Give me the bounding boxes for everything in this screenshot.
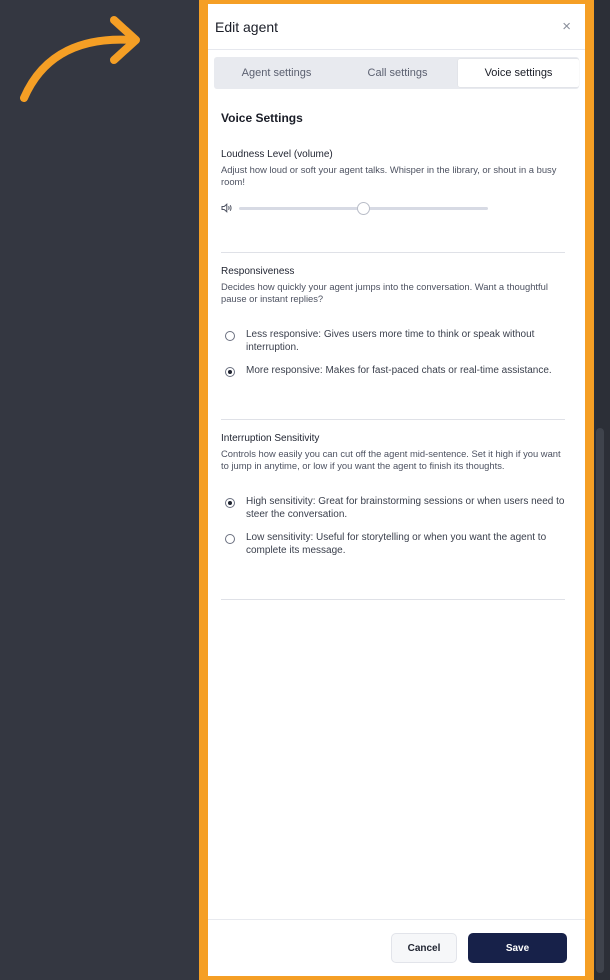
save-button[interactable]: Save [468,933,567,963]
option-label: More responsive: Makes for fast-paced chats or real-time assistance. [246,365,552,376]
option-more-responsive[interactable] [221,364,565,377]
divider [221,599,565,600]
tab-agent-settings[interactable]: Agent settings [241,67,312,79]
volume-slider-thumb[interactable] [357,202,370,215]
interruption-group [221,433,565,557]
close-icon[interactable]: × [562,18,571,35]
option-label: Low sensitivity: Useful for storytelling or when you want the agent to complete its message. [246,532,547,556]
option-less-responsive[interactable] [221,328,565,354]
tab-call-settings[interactable]: Call settings [367,67,428,79]
option-label: High sensitivity: Great for brainstorming sessions or when users need to steer the conversation. [246,496,565,520]
loudness-group [221,149,565,215]
curved-arrow-icon [14,12,144,107]
interruption-description: Controls how easily you can cut off the agent mid-sentence. Set it high if you want to jump in anytime, or low if you want the agent to finish its thoughts. [221,448,561,471]
cancel-button[interactable]: Cancel [391,933,457,963]
option-low-sensitivity[interactable] [221,531,565,557]
volume-slider[interactable] [239,201,488,215]
option-high-sensitivity[interactable] [221,495,565,521]
option-label: Less responsive: Gives users more time to think or speak without interruption. [246,329,535,353]
panel-header [208,4,585,50]
panel-footer [208,919,585,976]
divider [221,252,565,253]
radio-less-responsive[interactable] [225,331,235,341]
volume-slider-row [221,201,565,215]
voice-settings-content [208,111,585,600]
radio-more-responsive[interactable] [225,367,235,377]
loudness-title: Loudness Level (volume) [221,149,333,160]
interruption-options [221,495,565,557]
responsiveness-description: Decides how quickly your agent jumps into the conversation. Want a thoughtful pause or instant replies? [221,281,548,304]
interruption-title: Interruption Sensitivity [221,433,320,444]
radio-high-sensitivity[interactable] [225,498,235,508]
responsiveness-group [221,266,565,377]
section-title: Voice Settings [221,111,303,125]
tab-bar [214,57,579,89]
responsiveness-options [221,328,565,377]
edit-agent-panel [199,0,594,980]
speaker-icon [221,202,233,214]
tab-voice-settings[interactable]: Voice settings [458,59,579,87]
responsiveness-title: Responsiveness [221,266,295,277]
panel-title: Edit agent [215,18,279,35]
radio-low-sensitivity[interactable] [225,534,235,544]
divider [221,419,565,420]
page-scrollbar-thumb[interactable] [596,428,604,973]
loudness-description: Adjust how loud or soft your agent talks. Whisper in the library, or shout in a busy room! [221,164,557,187]
